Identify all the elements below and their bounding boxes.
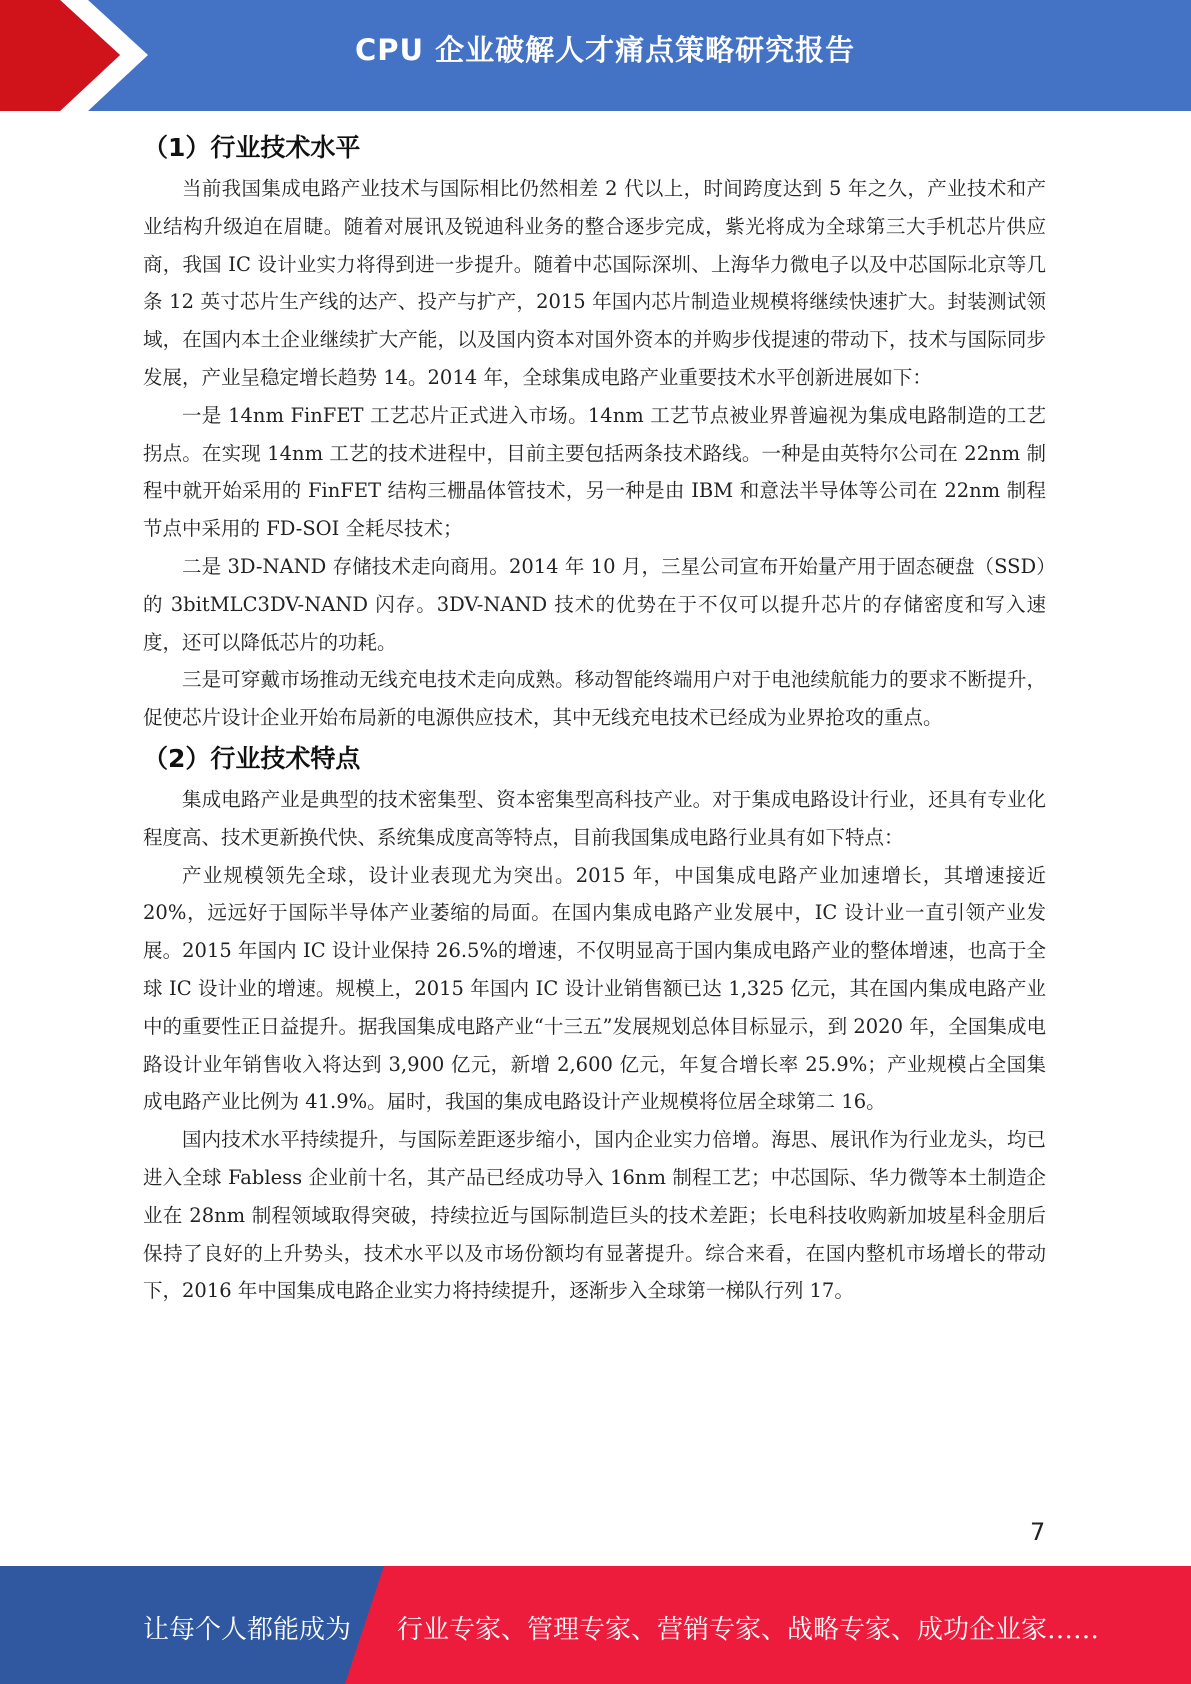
section-heading-tech-level: （1）行业技术水平 — [143, 133, 361, 162]
page-header — [0, 0, 1191, 111]
page-footer — [0, 1566, 1191, 1684]
paragraph: 当前我国集成电路产业技术与国际相比仍然相差 2 代以上，时间跨度达到 5 年之久，产业技术和产业结构升级迫在眉睫。随着对展讯及锐迪科业务的整合逐步完成，紫光将成为全球第三大手机芯片供应商，我国 IC 设计业实力将得到进一步提升。随着中芯国际深圳、上海华力微电子以及中芯国际北京等几条 12 英寸芯片生产线的达产、投产与扩产，2015 年国内芯片制造业规模将继续快速扩大。封装测试领域，在国内本土企业继续扩大产能，以及国内资本对国外资本的并购步伐提速的带动下，技术与国际同步发展，产业呈稳定增长趋势 14。2014 年，全球集成电路产业重要技术水平创新进展如下： — [143, 177, 1046, 389]
paragraph: 国内技术水平持续提升，与国际差距逐步缩小，国内企业实力倍增。海思、展讯作为行业龙头，均已进入全球 Fabless 企业前十名，其产品已经成功导入 16nm 制程工艺；中芯国际、华力微等本土制造企业在 28nm 制程领域取得突破，持续拉近与国际制造巨头的技术差距；长电科技收购新加坡星科金朋后保持了良好的上升势头，技术水平以及市场份额均有显著提升。综合来看，在国内整机市场增长的带动下，2016 年中国集成电路企业实力将持续提升，逐渐步入全球第一梯队行列 17。 — [143, 1128, 1046, 1303]
footer-slogan-left: 让每个人都能成为 — [143, 1615, 352, 1645]
paragraph: 集成电路产业是典型的技术密集型、资本密集型高科技产业。对于集成电路设计行业，还具有专业化程度高、技术更新换代快、系统集成度高等特点，目前我国集成电路行业具有如下特点： — [143, 787, 1046, 849]
document-title: CPU 企业破解人才痛点策略研究报告 — [355, 33, 856, 67]
paragraph: 产业规模领先全球，设计业表现尤为突出。2015 年，中国集成电路产业加速增长，其增速接近 20%，远远好于国际半导体产业萎缩的局面。在国内集成电路产业发展中，IC 设计业一直引领产业发展。2015 年国内 IC 设计业保持 26.5%的增速，不仅明显高于国内集成电路产业的整体增速，也高于全球 IC 设计业的增速。规模上，2015 年国内 IC 设计业销售额已达 1,325 亿元，其在国内集成电路产业中的重要性正日益提升。据我国集成电路产业“十三五”发展规划总体目标显示，到 2020 年，全国集成电路设计业年销售收入将达到 3,900 亿元，新增 2,600 亿元，年复合增长率 25.9%；产业规模占全国集成电路产业比例为 41.9%。届时，我国的集成电路设计产业规模将位居全球第二 16。 — [143, 863, 1046, 1114]
footer-slogan-right: 行业专家、管理专家、营销专家、战略专家、成功企业家…… — [397, 1615, 1100, 1645]
paragraph: 一是 14nm FinFET 工艺芯片正式进入市场。14nm 工艺节点被业界普遍视为集成电路制造的工艺拐点。在实现 14nm 工艺的技术进程中，目前主要包括两条技术路线。一种是由英特尔公司在 22nm 制程中就开始采用的 FinFET 结构三栅晶体管技术，另一种是由 IBM 和意法半导体等公司在 22nm 制程节点中采用的 FD-SOI 全耗尽技术； — [143, 403, 1046, 541]
section-heading-tech-features: （2）行业技术特点 — [143, 743, 361, 773]
page-number: 7 — [1030, 1518, 1046, 1546]
document-body — [143, 126, 1046, 1310]
paragraph: 二是 3D-NAND 存储技术走向商用。2014 年 10 月，三星公司宣布开始量产用于固态硬盘（SSD）的 3bitMLC3DV-NAND 闪存。3DV-NAND 技术的优势在于不仅可以提升芯片的存储密度和写入速度，还可以降低芯片的功耗。 — [143, 554, 1046, 654]
paragraph: 三是可穿戴市场推动无线充电技术走向成熟。移动智能终端用户对于电池续航能力的要求不断提升，促使芯片设计企业开始布局新的电源供应技术，其中无线充电技术已经成为业界抢攻的重点。 — [143, 668, 1046, 730]
